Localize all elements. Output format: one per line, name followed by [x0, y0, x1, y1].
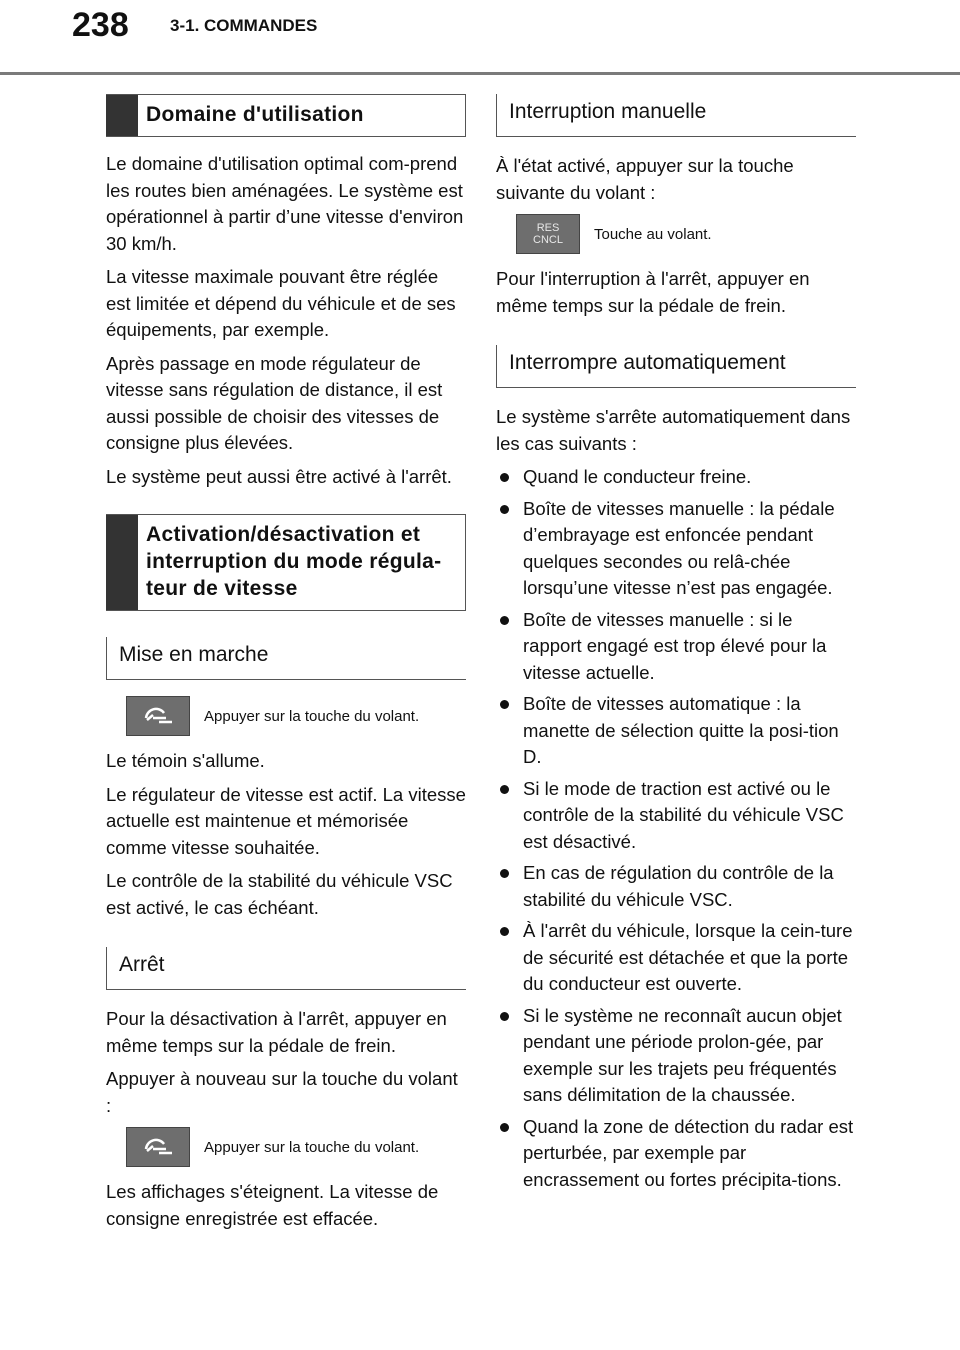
subheading-mise-en-marche: Mise en marche — [106, 637, 466, 680]
section-title: 3-1. COMMANDES — [170, 16, 318, 35]
heading-text: Domaine d'utilisation — [146, 103, 364, 126]
bullet-icon — [500, 1123, 509, 1132]
button-caption: Appuyer sur la touche du volant. — [204, 707, 420, 725]
cruise-control-button — [126, 1127, 190, 1167]
bullet-icon — [500, 616, 509, 625]
list-item: Quand le conducteur freine. — [496, 464, 856, 491]
bullet-icon — [500, 473, 509, 482]
bullet-icon — [500, 927, 509, 936]
page-number: 238 — [72, 6, 129, 44]
bullet-icon — [500, 700, 509, 709]
header-divider — [0, 72, 960, 75]
steering-button-row — [516, 214, 856, 254]
paragraph: La vitesse maximale pouvant être réglée est limitée et dépend du véhicule et de ses équipements, par exemple. — [106, 266, 456, 340]
button-caption: Appuyer sur la touche du volant. — [204, 1138, 420, 1156]
left-column — [106, 94, 466, 1239]
heading-text: Activation/désactivation et interruption du mode régula-teur de vitesse — [146, 523, 442, 600]
steering-button-row — [126, 1127, 466, 1167]
cruise-control-button — [126, 696, 190, 736]
bullet-icon — [500, 1012, 509, 1021]
paragraph: Le système s'arrête automatiquement dans les cas suivants : — [496, 406, 851, 454]
bullet-icon — [500, 785, 509, 794]
heading-bar — [106, 95, 138, 136]
res-label: RES — [536, 222, 560, 234]
list-item: Boîte de vitesses manuelle : la pédale d’embrayage est enfoncée pendant quelques secondes ou relâ-chée lorsqu’une vitesse n’est pas engagée. — [496, 496, 856, 602]
list-item: Quand la zone de détection du radar est perturbée, par exemple par encrassement ou fortes précipita-tions. — [496, 1114, 856, 1194]
paragraph: À l'état activé, appuyer sur la touche suivante du volant : — [496, 155, 794, 203]
paragraph: Pour l'interruption à l'arrêt, appuyer en même temps sur la pédale de frein. — [496, 268, 810, 316]
paragraph: Le système peut aussi être activé à l'arrêt. — [106, 465, 452, 487]
bullet-icon — [500, 869, 509, 878]
button-caption: Touche au volant. — [594, 225, 712, 243]
heading-domaine — [106, 94, 466, 137]
heading-bar — [106, 515, 138, 610]
list-item: Boîte de vitesses automatique : la manette de sélection quitte la posi-tion D. — [496, 691, 856, 771]
paragraph: Le témoin s'allume. — [106, 750, 265, 771]
list-item: Si le système ne reconnaît aucun objet pendant une période prolon-gée, par exemple sur les trajets peu fréquentés sans délimitation de la chaussée. — [496, 1003, 856, 1109]
subheading-arret: Arrêt — [106, 947, 466, 990]
list-item: Si le mode de traction est activé ou le contrôle de la stabilité du véhicule VSC est désactivé. — [496, 776, 856, 856]
right-column — [496, 94, 856, 1198]
list-item: À l'arrêt du véhicule, lorsque la cein-ture de sécurité est détachée et que la porte du conducteur est ouverte. — [496, 918, 856, 998]
paragraph: Le domaine d'utilisation optimal com-prend les routes bien aménagées. Le système est opérationnel à partir d’une vitesse d'environ 30 km/h. — [106, 153, 464, 254]
paragraph: Appuyer à nouveau sur la touche du volant : — [106, 1068, 458, 1116]
res-cncl-button — [516, 214, 580, 254]
paragraph: Le contrôle de la stabilité du véhicule VSC est activé, le cas échéant. — [106, 870, 453, 918]
subheading-interruption-manuelle: Interruption manuelle — [496, 94, 856, 137]
paragraph: Après passage en mode régulateur de vitesse sans régulation de distance, il est aussi possible de choisir des vitesses de consigne plus élevées. — [106, 352, 443, 453]
cruise-control-icon — [138, 704, 178, 728]
heading-activation — [106, 514, 466, 611]
steering-button-row — [126, 696, 466, 736]
list-item: Boîte de vitesses manuelle : si le rapport engagé est trop élevé pour la vitesse actuelle. — [496, 607, 856, 687]
cruise-control-icon — [138, 1135, 178, 1159]
paragraph: Les affichages s'éteignent. La vitesse de consigne enregistrée est effacée. — [106, 1181, 439, 1229]
subheading-interrompre: Interrompre automatiquement — [496, 345, 856, 388]
bullet-icon — [500, 505, 509, 514]
bullet-list — [496, 464, 856, 1193]
paragraph: Pour la désactivation à l'arrêt, appuyer en même temps sur la pédale de frein. — [106, 1008, 447, 1056]
list-item: En cas de régulation du contrôle de la stabilité du véhicule VSC. — [496, 860, 856, 913]
cncl-label: CNCL — [533, 234, 563, 246]
paragraph: Le régulateur de vitesse est actif. La vitesse actuelle est maintenue et mémorisée comme vitesse souhaitée. — [106, 783, 466, 858]
